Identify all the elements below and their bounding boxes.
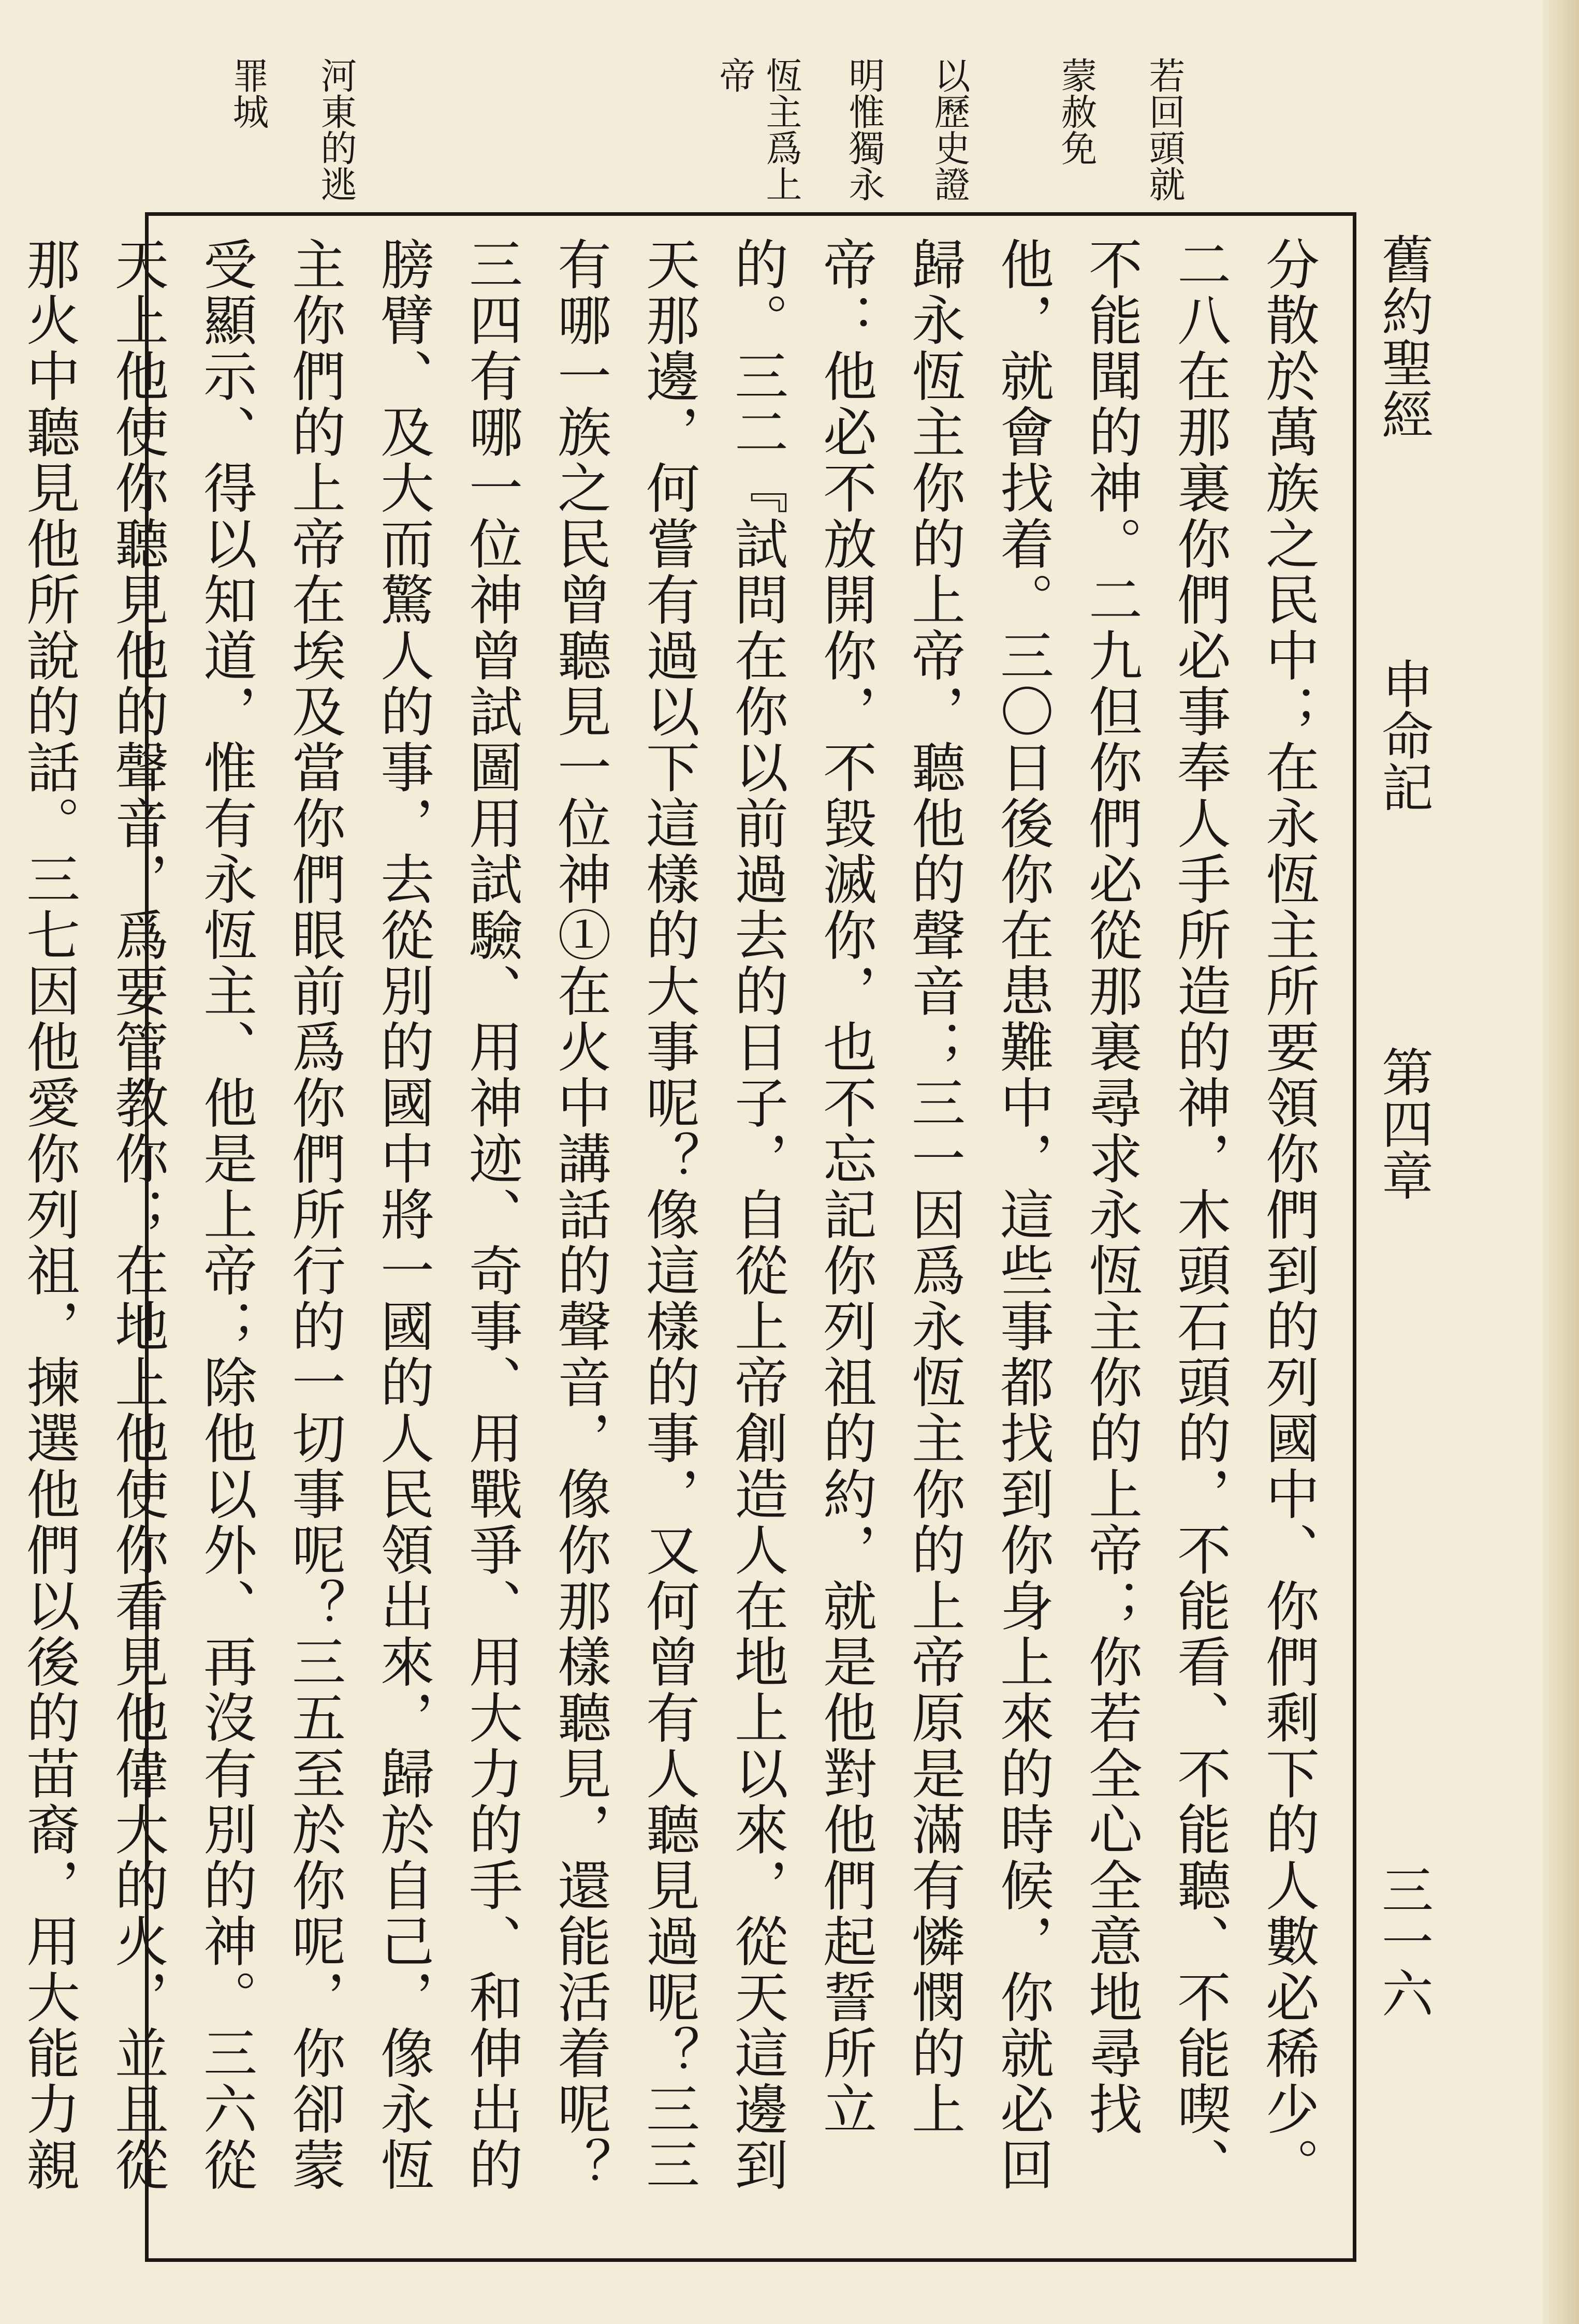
margin-note: 以歷史證 — [928, 57, 971, 202]
margin-note: 河東的逃 — [315, 57, 357, 202]
chapter-label: 第四章 — [1373, 1046, 1434, 1201]
margin-note: 恆主爲上 — [760, 57, 802, 202]
text-frame — [17, 212, 1356, 2262]
body-text-column — [17, 237, 1332, 2238]
page-edge — [1543, 0, 1579, 2324]
margin-note: 罪城 — [227, 57, 269, 129]
margin-note: 帝 — [713, 57, 756, 93]
body-text: 分散於萬族之民中；在永恆主所要領你們到的列國中、你們剩下的人數必稀少。二八在那裏你們必事奉人手所造的神，木頭石頭的，不能看、不能聽、不能喫、不能聞的神。二九但你們必從那裏尋求永恆主你的上帝；你若全心全意地尋找他，就會找着。三〇日後你在患難中，這些事都找到你身上來的時候，你就必回歸永恆主你的上帝，聽他的聲音；三一因爲永恆主你的上帝原是滿有憐憫的上帝：他必不放開你，不毀滅你，也不忘記你列祖的約，就是他對他們起誓所立的。三二『試問在你以前過去的日子，自從上帝創造人在地上以來，從天這邊到天那邊，何嘗有過以下這樣的大事呢？像這樣的事，又何曾有人聽見過呢？三三有哪一族之民曾聽見一位神①在火中講話的聲音，像你那樣聽見，還能活着呢？三四有哪一位神曾試圖用試驗、用神迹、奇事、用戰爭、用大力的手、和伸出的膀臂、及大而驚人的事，去從別的國中將一國的人民領出來，歸於自己，像永恆主你們的上帝在埃及當你們眼前爲你們所行的一切事呢？三五至於你呢，你卻蒙受顯示、得以知道，惟有永恆主、他是上帝；除他以外、再沒有別的神。三六從天上他使你聽見他的聲音，爲要管教你；在地上他使你看見他偉大的火，並且從那火中聽見他所說的話。三七因他愛你列祖，揀選他們以後的苗裔，用大能力親 — [17, 237, 1320, 2193]
running-header — [1356, 217, 1450, 2029]
margin-note: 蒙赦免 — [1055, 57, 1098, 166]
margin-notes — [197, 57, 1258, 212]
margin-note: 明惟獨永 — [843, 57, 885, 202]
section-title: 申命記 — [1373, 657, 1434, 813]
book-title: 舊約聖經 — [1373, 233, 1434, 440]
margin-note: 若回頭就 — [1143, 57, 1186, 202]
page-number: 三一六 — [1373, 1863, 1434, 2019]
